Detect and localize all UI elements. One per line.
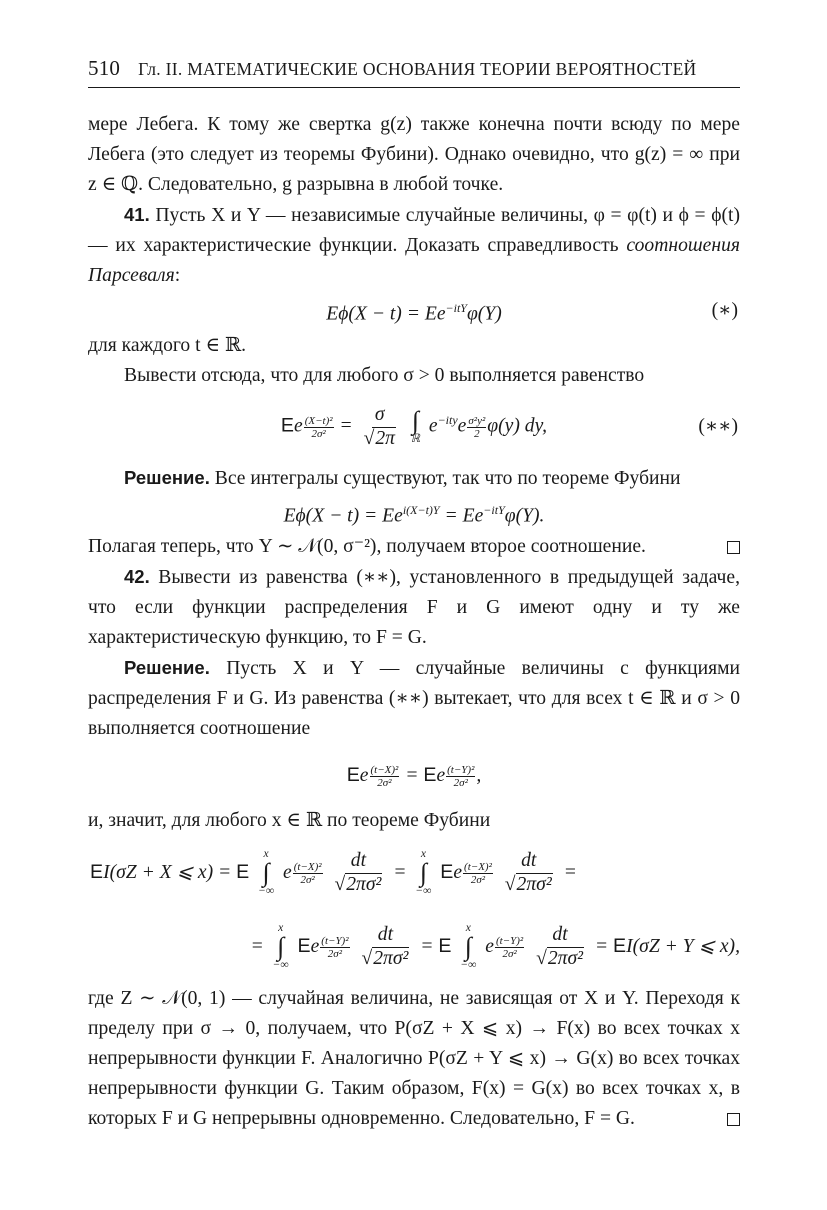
solution-label: Решение. xyxy=(124,467,210,488)
solution-42: Решение. Пусть X и Y — случайные величины с функциями распределения F и G. Из равенства (∗∗) вытекает, что для всех t ∈ ℝ и σ > 0 выполняется соотношение xyxy=(88,657,740,739)
equation-tag: (∗∗) xyxy=(698,416,738,437)
page-number: 510 xyxy=(88,56,121,80)
equation-star: $E\phi(X - t) = Ee^{-itY}\varphi(Y)$ (∗) xyxy=(88,291,740,331)
equation-gaussian: Ee $\frac{\text{(t−X)²}}{\text{2σ²}}$ = Ee $\frac{\text{(t−Y)²}}{\text{2σ²}}$ , xyxy=(346,763,482,790)
solution-label: Решение. xyxy=(124,657,210,678)
derive-text: Вывести отсюда, что для любого σ > 0 выполняется равенство xyxy=(124,365,645,386)
solution-41-conclusion: Полагая теперь, что Y ∼ 𝒩(0, σ⁻²), получаем второе соотношение. xyxy=(88,532,740,562)
equation-tag: (∗) xyxy=(711,300,738,321)
paragraph-continuation: мере Лебега. К тому же свертка g(z) также конечна почти всюду по мере Лебега (это следует из теоремы Фубини). Однако очевидно, что g(z) = ∞ при z ∈ ℚ. Следовательно, g разрывна в любой точке. xyxy=(88,114,740,195)
problem-41: 41. Пусть X и Y — независимые случайные величины, φ = φ(t) и ϕ = ϕ(t) — их характеристические функции. Доказать справедливость соотношения Парсеваля: xyxy=(88,204,740,286)
problem-number: 41. xyxy=(124,204,150,225)
qed-square-icon xyxy=(727,541,740,554)
fubini-equation: $E\phi(X - t) = Ee^{i(X-t)Y} = Ee^{-itY}\varphi(Y)$. xyxy=(283,502,545,527)
chapter-title: Гл. II. МАТЕМАТИЧЕСКИЕ ОСНОВАНИЯ ТЕОРИИ ВЕРОЯТНОСТЕЙ xyxy=(138,59,697,79)
book-page xyxy=(88,56,740,1134)
solution-41: Решение. Все интегралы существуют, так что по теореме Фубини xyxy=(124,467,681,489)
equation-integral-line2: = x ∫ −∞ Ee $\frac{\text{(t−Y)²}}{\text{2σ²}}$ $\frac{dt}{\text{√2πσ²}}$ = E x ∫ −∞ e $\frac{\text{(t−Y)²}}{\text{2σ²}}$ $\frac{dt}{\text{√2πσ²}}$ = EI(σZ + Y ⩽ x), xyxy=(250,921,740,971)
solution-42-final: где Z ∼ 𝒩(0, 1) — случайная величина, не зависящая от X и Y. Переходя к пределу при σ → 0, получаем, что P(σZ + X ⩽ x) → F(x) во всех точках x непрерывности функции F. Аналогично P(σZ + Y ⩽ x) → G(x) во всех точках непрерывности функции G. Таким образом, F(x) = G(x) во всех точках x, в которых F и G непрерывны одновременно. Следовательно, F = G. xyxy=(88,988,740,1129)
parseval-term: соотношения Парсеваля xyxy=(88,235,740,286)
qed-square-icon xyxy=(727,1113,740,1126)
problem-number: 42. xyxy=(124,566,150,587)
for-each-t: для каждого t ∈ ℝ. xyxy=(88,335,247,356)
solution-42-after: и, значит, для любого x ∈ ℝ по теореме Фубини xyxy=(88,810,491,831)
page-body xyxy=(88,110,740,1134)
equation-integral-line1: EI(σZ + X ⩽ x) = E x ∫ −∞ e $\frac{\text{(t−X)²}}{\text{2σ²}}$ $\frac{dt}{\text{√2πσ²}}$ = x ∫ −∞ Ee $\frac{\text{(t−X)²}}{\text{2σ²}}$ $\frac{dt}{\text{√2πσ²}}$ = xyxy=(90,847,577,897)
problem-42: 42. Вывести из равенства (∗∗), установленного в предыдущей задаче, что если функции распределения F и G имеют одну и ту же характеристическую функцию, то F = G. xyxy=(88,566,740,648)
running-header xyxy=(88,56,740,88)
equation-double-star: Ee $\frac{\text{(X−t)²}}{\text{2σ²}}$ = $\frac{\sigma}{√2\pi}$ ∫ ℝ $e^{-ity}e$ $\frac{\text{σ²y²}}{2}$ φ(y) dy, (∗∗) xyxy=(280,403,738,449)
